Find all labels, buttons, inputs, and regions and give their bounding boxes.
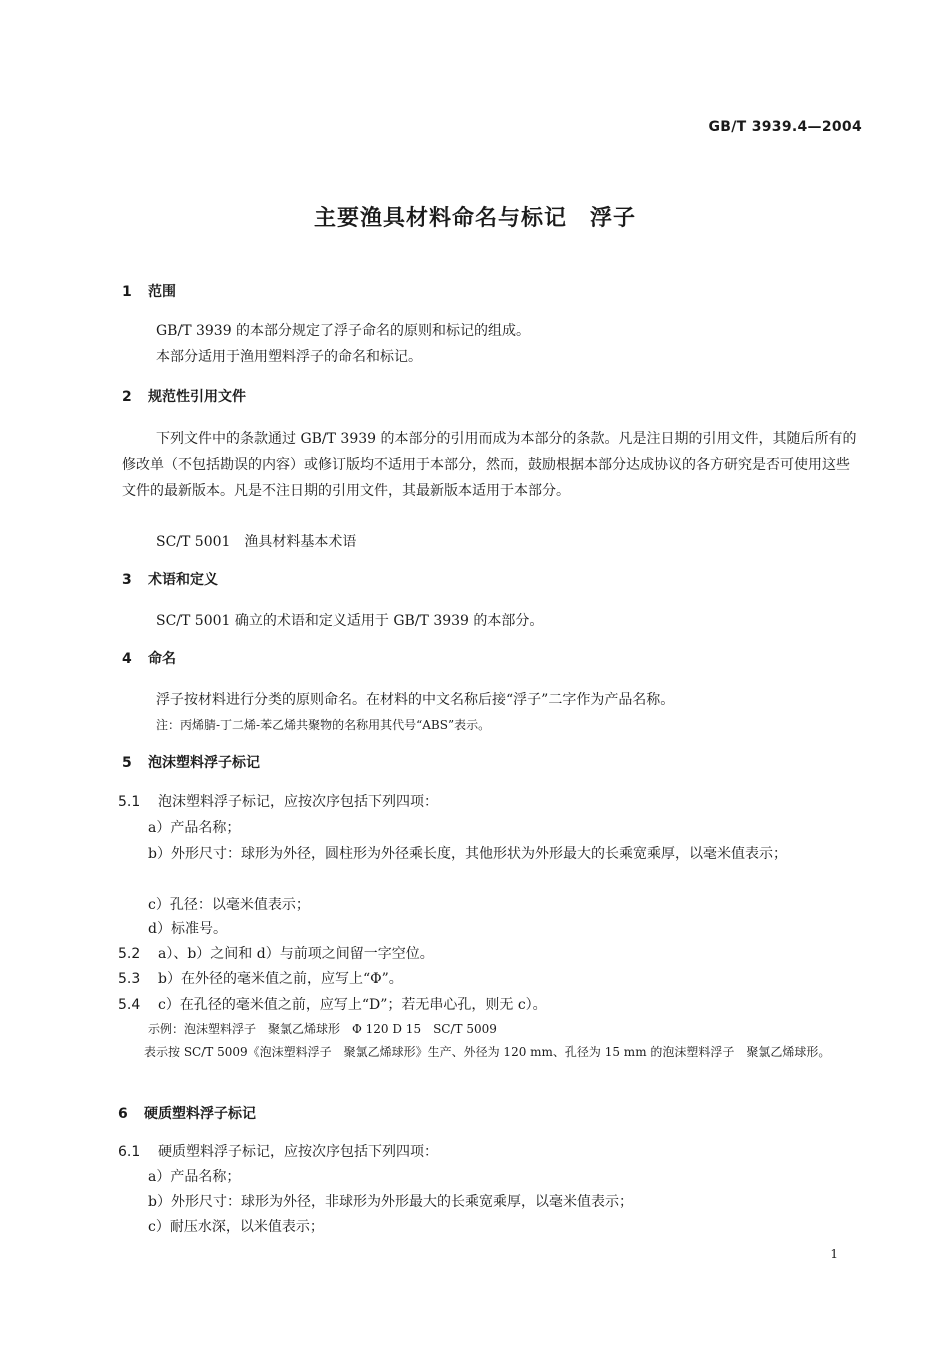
s4-paragraph: 浮子按材料进行分类的原则命名。在材料的中文名称后接“浮子”二字作为产品名称。: [156, 692, 675, 708]
section-title: 命名: [148, 651, 176, 667]
section-number: 1: [122, 284, 132, 300]
list-item-b: b）外形尺寸：球形为外径，圆柱形为外径乘长度，其他形状为外形最大的长乘宽乘厚，以毫米值表示；: [148, 846, 787, 862]
page-title: 主要渔具材料命名与标记 浮子: [313, 206, 636, 231]
clause-5-3: [118, 968, 403, 988]
clause-text: 泡沫塑料浮子标记，应按次序包括下列四项：: [158, 794, 438, 810]
s1-paragraph-1: GB/T 3939 的本部分规定了浮子命名的原则和标记的组成。: [156, 323, 531, 339]
clause-text: a）、b）之间和 d）与前项之间留一字空位。: [158, 946, 434, 962]
clause-5-4: [118, 994, 547, 1014]
s2-paragraph: 下列文件中的条款通过 GB/T 3939 的本部分的引用而成为本部分的条款。凡是注日期的引用文件，其随后所有的修改单（不包括勘误的内容）或修订版均不适用于本部分，然而，鼓励根据本部分达成协议的各方研究是否可使用这些文件的最新版本。凡是不注日期的引用文件，其最新版本适用于本部分。: [122, 431, 857, 499]
section-title: 硬质塑料浮子标记: [144, 1106, 256, 1122]
clause-number: 5.1: [118, 794, 141, 810]
section-title: 泡沫塑料浮子标记: [148, 755, 260, 771]
clause-number: 5.3: [118, 971, 141, 987]
s6-list-item-c: c）耐压水深，以米值表示；: [148, 1219, 324, 1235]
example-line: 示例：泡沫塑料浮子 聚氯乙烯球形 Φ 120 D 15 SC/T 5009: [148, 1022, 497, 1036]
clause-number: 5.2: [118, 946, 141, 962]
section-5-heading: [122, 752, 260, 772]
clause-text: c）在孔径的毫米值之前，应写上“D”；若无串心孔，则无 c）。: [158, 997, 547, 1013]
clause-text: b）在外径的毫米值之前，应写上“Φ”。: [158, 971, 403, 987]
section-title: 规范性引用文件: [148, 389, 246, 405]
s1-paragraph-2: 本部分适用于渔用塑料浮子的命名和标记。: [156, 349, 422, 365]
section-number: 5: [122, 755, 132, 771]
list-item-a: a）产品名称；: [148, 820, 241, 836]
section-number: 3: [122, 572, 132, 588]
section-3-heading: [122, 569, 218, 589]
section-title: 范围: [148, 284, 176, 300]
section-4-heading: [122, 648, 176, 668]
list-item-c: c）孔径：以毫米值表示；: [148, 897, 310, 913]
standard-code: GB/T 3939.4—2004: [708, 119, 862, 135]
clause-5-1: [118, 791, 438, 811]
list-item-d: d）标准号。: [148, 921, 227, 937]
section-title: 术语和定义: [148, 572, 218, 588]
s3-paragraph: SC/T 5001 确立的术语和定义适用于 GB/T 3939 的本部分。: [156, 613, 544, 629]
section-number: 6: [118, 1106, 128, 1122]
s6-list-item-a: a）产品名称；: [148, 1169, 241, 1185]
page-number: 1: [830, 1247, 838, 1261]
clause-number: 5.4: [118, 997, 141, 1013]
section-number: 4: [122, 651, 132, 667]
s4-note: 注：丙烯腈-丁二烯-苯乙烯共聚物的名称用其代号“ABS”表示。: [156, 718, 491, 732]
section-2-heading: [122, 386, 246, 406]
clause-text: 硬质塑料浮子标记，应按次序包括下列四项：: [158, 1144, 438, 1160]
section-number: 2: [122, 389, 132, 405]
section-1-heading: [122, 281, 176, 301]
clause-5-2: [118, 943, 434, 963]
example-description: 表示按 SC/T 5009《泡沫塑料浮子 聚氯乙烯球形》生产、外径为 120 mm、孔径为 15 mm 的泡沫塑料浮子 聚氯乙烯球形。: [144, 1045, 831, 1059]
clause-6-1: [118, 1141, 438, 1161]
normative-reference: SC/T 5001 渔具材料基本术语: [156, 534, 357, 550]
section-6-heading: [118, 1103, 256, 1123]
clause-number: 6.1: [118, 1144, 141, 1160]
s6-list-item-b: b）外形尺寸：球形为外径，非球形为外形最大的长乘宽乘厚，以毫米值表示；: [148, 1194, 633, 1210]
